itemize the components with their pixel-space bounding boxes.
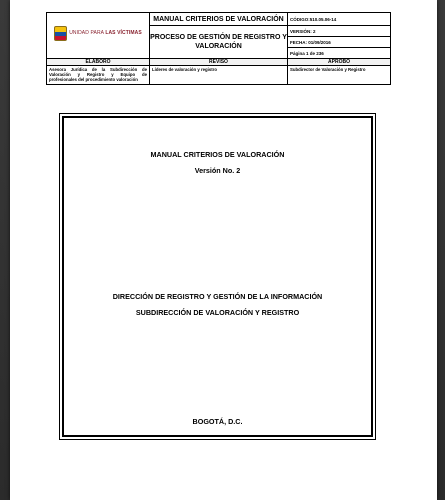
- cover-subdirection: SUBDIRECCIÓN DE VALORACIÓN Y REGISTRO: [135, 308, 300, 317]
- cover-frame: [62, 116, 373, 437]
- document-date: FECHA: 01/09/2016: [288, 37, 391, 48]
- header-elaboro: ELABORÓ: [47, 59, 150, 66]
- page-count: Página 1 de 236: [288, 48, 391, 59]
- document-code: CÓDIGO:510.05.06-14: [288, 13, 391, 26]
- document-header-table: [46, 12, 391, 85]
- elaboro-value: Asesora Jurídica de la Subdirección de Valoración y Registro y Equipo de profesionales del procedimiento valoración: [47, 66, 150, 85]
- process-title: PROCESO DE GESTIÓN DE REGISTRO Y VALORACIÓN: [150, 26, 288, 59]
- cover-city: BOGOTÁ, D.C.: [192, 417, 243, 426]
- reviso-value: Líderes de valoración y registro: [150, 66, 288, 85]
- cover-version: Versión No. 2: [194, 166, 241, 175]
- logo-cell: [47, 13, 150, 59]
- cover-direction: DIRECCIÓN DE REGISTRO Y GESTIÓN DE LA INFORMACIÓN: [112, 292, 323, 301]
- unidad-victimas-logo: UNIDAD PARA LAS VÍCTIMAS: [54, 26, 142, 41]
- colombia-seal-icon: [54, 26, 67, 41]
- document-page: [10, 0, 437, 500]
- document-version: VERSIÓN: 2: [288, 26, 391, 37]
- aprobo-value: Subdirector de Valoración y Registro: [288, 66, 391, 85]
- cover-title: MANUAL CRITERIOS DE VALORACIÓN: [150, 150, 285, 159]
- header-reviso: REVISÓ: [150, 59, 288, 66]
- manual-title: MANUAL CRITERIOS DE VALORACIÓN: [150, 13, 288, 26]
- header-aprobo: APROBÓ: [288, 59, 391, 66]
